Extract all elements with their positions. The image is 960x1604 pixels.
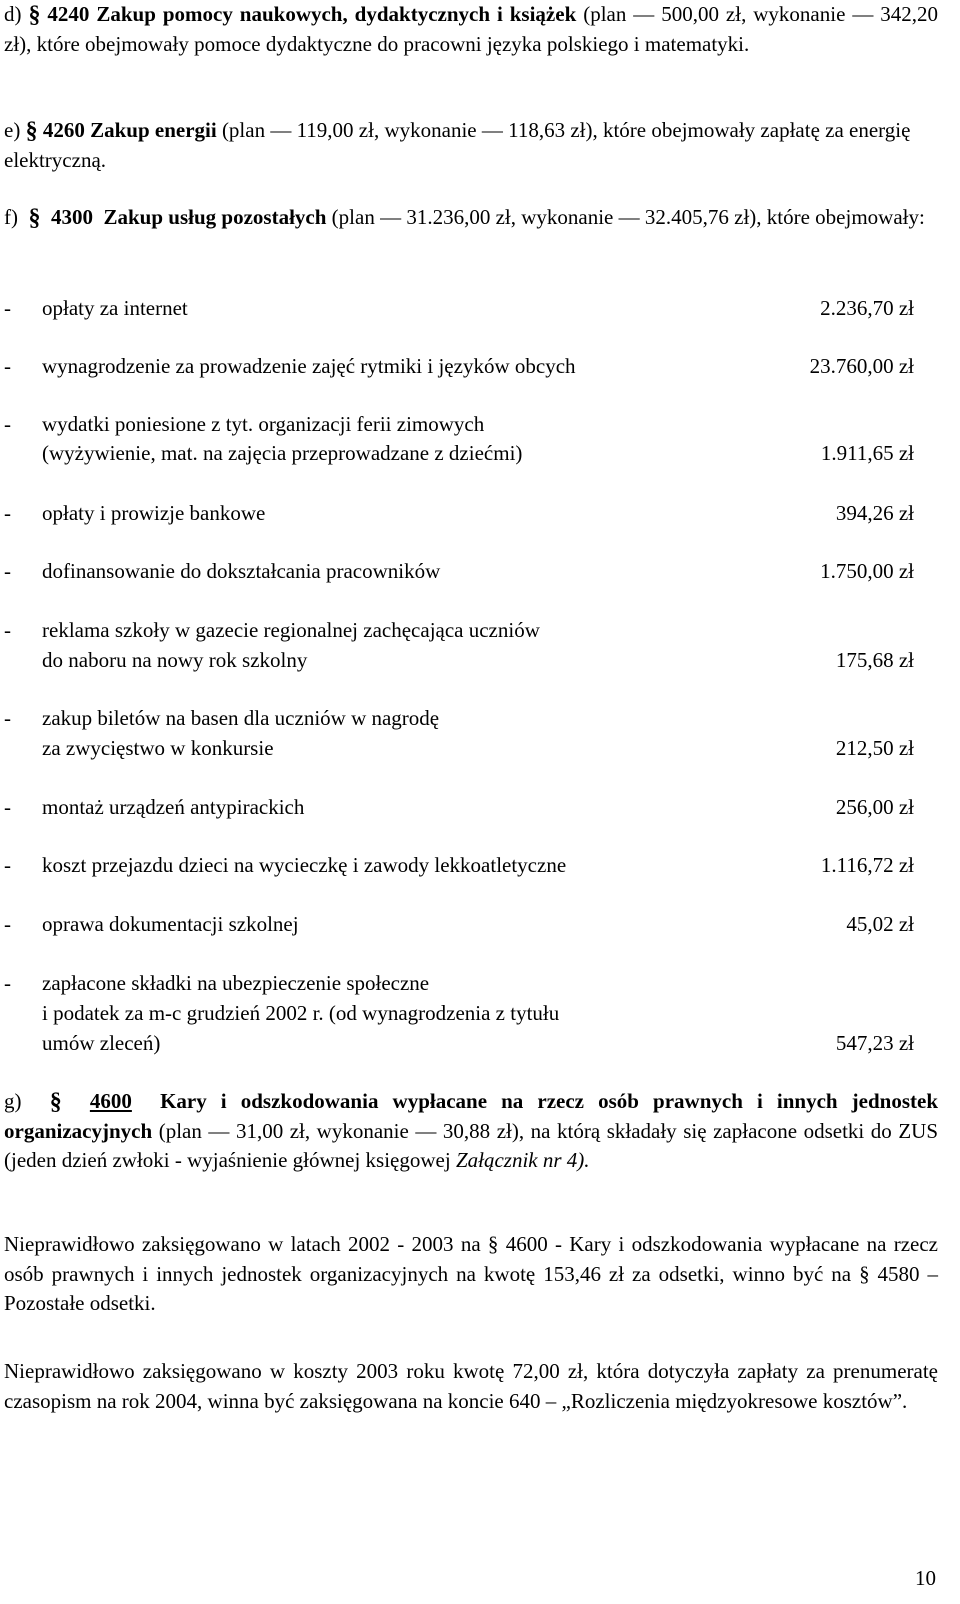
list-item-label-continued: do naboru na nowy rok szkolny	[42, 648, 308, 672]
list-dash: -	[4, 706, 11, 730]
list-item-label: oprawa dokumentacji szkolnej	[42, 912, 299, 936]
section-f-prefix: f)	[4, 205, 18, 229]
list-item-label-continued: za zwycięstwo w konkursie	[42, 736, 274, 760]
list-item-amount: 394,26 zł	[835, 501, 914, 525]
list-item-label: reklama szkoły w gazecie regionalnej zachęcająca uczniów	[42, 618, 540, 642]
list-item-label: zapłacone składki na ubezpieczenie społeczne	[42, 971, 430, 995]
list-item-label: zakup biletów na basen dla uczniów w nagrodę	[42, 706, 440, 730]
section-g-prefix: g)	[4, 1089, 22, 1113]
list-dash: -	[4, 971, 11, 995]
list-item-amount: 45,02 zł	[846, 912, 914, 936]
section-e-code: 4260	[42, 118, 85, 142]
section-sign-icon: §	[25, 118, 38, 144]
list-dash: -	[4, 296, 11, 320]
list-item-label-continued: umów zleceń)	[42, 1031, 161, 1055]
section-d-code: 4240	[47, 2, 90, 26]
section-e	[4, 116, 938, 175]
list-dash: -	[4, 559, 11, 583]
section-f-text: (plan — 31.236,00 zł, wykonanie — 32.405,76 zł), które obejmowały:	[331, 205, 925, 229]
list-dash: -	[4, 354, 11, 378]
list-item-label-continued: (wyżywienie, mat. na zajęcia przeprowadzane z dziećmi)	[42, 441, 523, 465]
list-dash: -	[4, 501, 11, 525]
section-d-text: (plan — 500,00 zł, wykonanie — 342,20 zł), które obejmowały pomoce dydaktyczne do pracowni języka polskiego i matematyki.	[4, 2, 939, 56]
list-item-amount: 2.236,70 zł	[820, 296, 914, 320]
list-dash: -	[4, 795, 11, 819]
list-item-label: montaż urządzeń antypirackich	[42, 795, 305, 819]
section-f	[4, 203, 938, 233]
list-item-label: wydatki poniesione z tyt. organizacji ferii zimowych	[42, 412, 485, 436]
section-e-prefix: e)	[4, 118, 21, 142]
section-g-text: (plan — 31,00 zł, wykonanie — 30,88 zł), na którą składały się zapłacone odsetki do ZUS (jeden dzień zwłoki - wyjaśnienie głównej księgowej	[4, 1118, 938, 1172]
list-item-amount: 212,50 zł	[835, 736, 914, 760]
section-f-code: 4300	[51, 205, 93, 229]
section-sign-icon: §	[28, 205, 41, 231]
list-dash: -	[4, 412, 11, 436]
list-item-label: opłaty za internet	[42, 296, 188, 320]
list-item-amount: 23.760,00 zł	[809, 354, 914, 378]
list-item-amount: 1.750,00 zł	[820, 559, 914, 583]
list-item-label: wynagrodzenie za prowadzenie zajęć rytmiki i języków obcych	[42, 354, 576, 378]
list-item-label: koszt przejazdu dzieci na wycieczkę i zawody lekkoatletyczne	[42, 853, 567, 877]
section-d	[4, 0, 938, 59]
list-item-amount: 1.911,65 zł	[820, 441, 914, 465]
page-number: 10	[915, 1566, 936, 1590]
section-d-prefix: d)	[4, 2, 22, 26]
section-g-title-continued: jednostek organizacyjnych	[4, 1089, 939, 1143]
section-e-title: Zakup energii	[90, 118, 217, 142]
paragraph-1: Nieprawidłowo zaksięgowano w latach 2002 - 2003 na § 4600 - Kary i odszkodowania wypłacane na rzecz osób prawnych i innych jednostek organizacyjnych na kwotę 153,46 zł za odsetki, winno być na § 4580 – Pozostałe odsetki.	[4, 1232, 938, 1315]
section-g	[4, 1087, 938, 1176]
list-item-amount: 547,23 zł	[835, 1031, 914, 1055]
section-f-title: Zakup usług pozostałych	[103, 205, 327, 229]
list-item-amount: 175,68 zł	[835, 648, 914, 672]
paragraph-2: Nieprawidłowo zaksięgowano w koszty 2003 roku kwotę 72,00 zł, która dotyczyła zapłaty za prenumeratę czasopism na rok 2004, winna być zaksięgowana na koncie 640 – „Rozliczenia międzyokresowe kosztów”.	[4, 1359, 938, 1413]
list-item-label: dofinansowanie do dokształcania pracowników	[42, 559, 441, 583]
section-g-title: Kary i odszkodowania wypłacane na rzecz osób prawnych i innych	[160, 1089, 838, 1113]
list-dash: -	[4, 853, 11, 877]
list-item-amount: 256,00 zł	[835, 795, 914, 819]
section-e-text: (plan — 119,00 zł, wykonanie — 118,63 zł), które obejmowały zapłatę za energię elektryczną.	[4, 118, 911, 172]
section-g-code: 4600	[89, 1089, 132, 1113]
section-sign-icon: §	[49, 1089, 62, 1115]
list-dash: -	[4, 618, 11, 642]
list-item-label: opłaty i prowizje bankowe	[42, 501, 266, 525]
list-dash: -	[4, 912, 11, 936]
section-d-title: Zakup pomocy naukowych, dydaktycznych i książek	[96, 2, 577, 26]
list-item-label-continued: i podatek za m-c grudzień 2002 r. (od wynagrodzenia z tytułu	[42, 1001, 560, 1025]
list-item-amount: 1.116,72 zł	[820, 853, 914, 877]
section-g-attachment-ref: Załącznik nr 4).	[455, 1148, 590, 1172]
section-sign-icon: §	[28, 2, 41, 28]
